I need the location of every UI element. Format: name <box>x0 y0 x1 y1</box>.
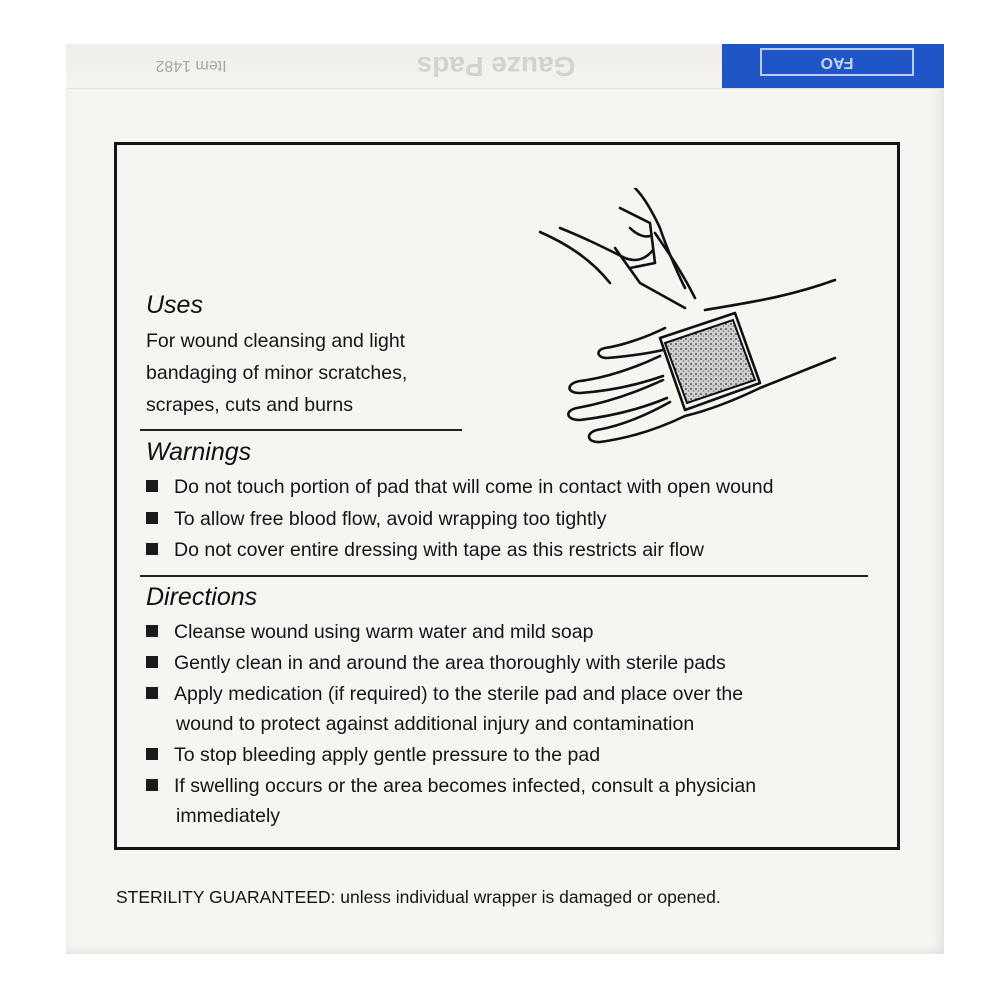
warning-text-2: To allow free blood flow, avoid wrapping too tightly <box>174 508 607 530</box>
flap-brand-band <box>722 44 944 88</box>
uses-line-2: bandaging of minor scratches, <box>146 362 408 384</box>
bullet-icon <box>146 512 158 524</box>
bullet-icon <box>146 687 158 699</box>
warning-item-1 <box>146 476 773 499</box>
uses-line-1: For wound cleansing and light <box>146 330 406 352</box>
bullet-icon <box>146 779 158 791</box>
top-flap <box>66 44 944 89</box>
hand-with-gauze-pad-icon <box>535 188 845 453</box>
warnings-divider <box>140 575 868 577</box>
flap-brand-logo: FAO <box>760 48 914 76</box>
bullet-icon <box>146 480 158 492</box>
warning-text-1: Do not touch portion of pad that will come in contact with open wound <box>174 476 774 498</box>
direction-text-4: To stop bleeding apply gentle pressure to the pad <box>174 744 601 766</box>
bullet-icon <box>146 656 158 668</box>
sterility-notice: STERILITY GUARANTEED: unless individual wrapper is damaged or opened. <box>116 887 721 907</box>
direction-item-5 <box>146 775 756 798</box>
warning-text-3: Do not cover entire dressing with tape as this restricts air flow <box>174 539 704 561</box>
direction-item-3 <box>146 683 743 706</box>
uses-heading: Uses <box>146 291 203 319</box>
direction-item-2 <box>146 652 726 675</box>
bullet-icon <box>146 748 158 760</box>
warning-item-3 <box>146 539 704 562</box>
direction-text-3b: wound to protect against additional injury and contamination <box>176 713 695 735</box>
direction-text-5b: immediately <box>176 805 281 827</box>
direction-text-3a: Apply medication (if required) to the sterile pad and place over the <box>174 683 744 705</box>
bullet-icon <box>146 543 158 555</box>
uses-line-3: scrapes, cuts and burns <box>146 394 354 416</box>
direction-text-2: Gently clean in and around the area thoroughly with sterile pads <box>174 652 726 674</box>
flap-product-title: Gauze Pads <box>416 51 576 82</box>
warning-item-2 <box>146 508 607 531</box>
direction-item-1 <box>146 621 593 644</box>
direction-text-5a: If swelling occurs or the area becomes infected, consult a physician <box>174 775 757 797</box>
direction-item-4 <box>146 744 600 767</box>
direction-text-1: Cleanse wound using warm water and mild soap <box>174 621 594 643</box>
warnings-heading: Warnings <box>146 438 252 466</box>
uses-divider <box>140 429 462 431</box>
bullet-icon <box>146 625 158 637</box>
directions-heading: Directions <box>146 583 258 611</box>
flap-item-number: Item 1482 <box>155 57 227 74</box>
